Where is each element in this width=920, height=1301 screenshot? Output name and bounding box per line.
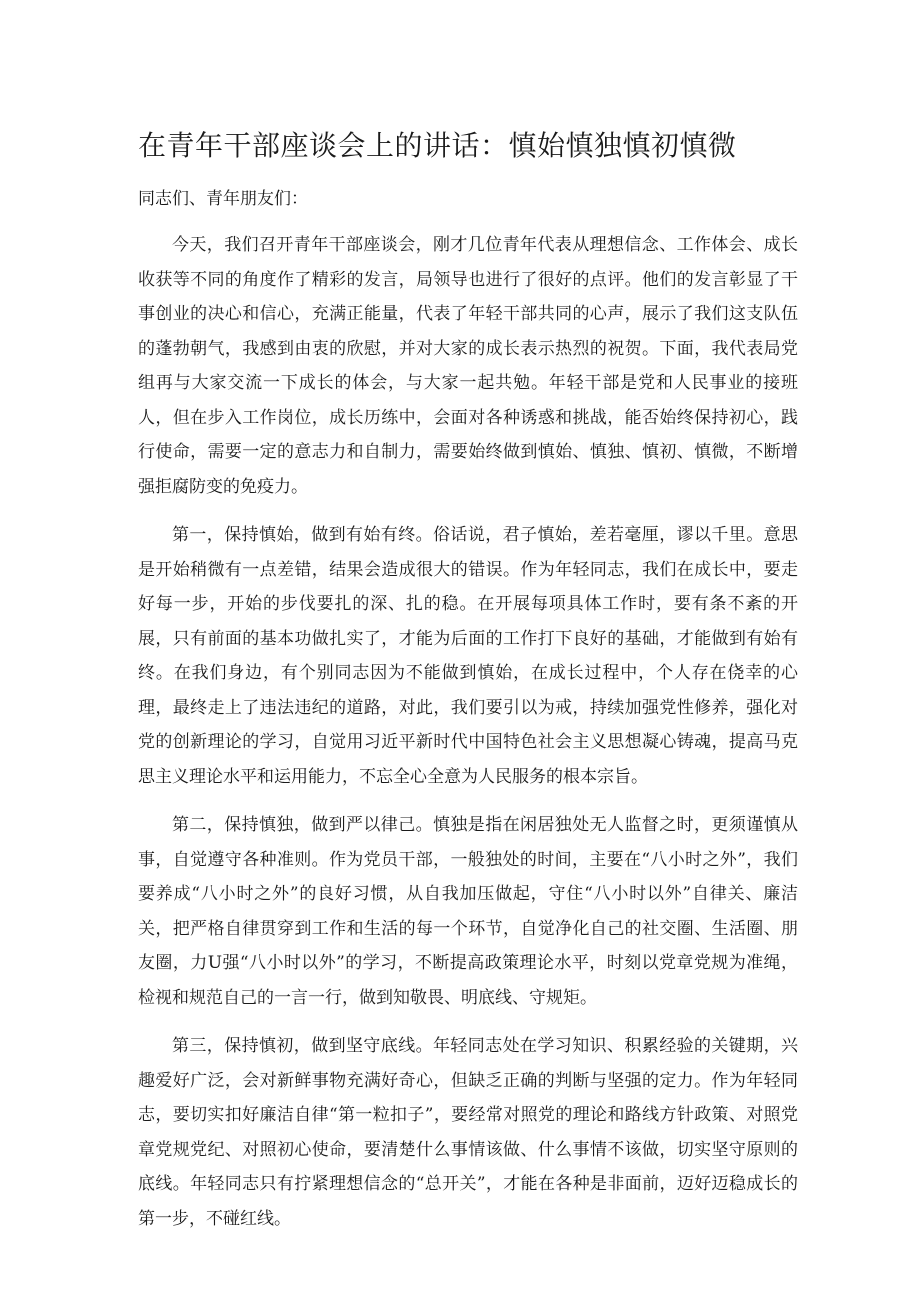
document-title: 在青年干部座谈会上的讲话：慎始慎独慎初慎微 <box>138 129 737 162</box>
paragraph-first-point: 第一，保持慎始，做到有始有终。俗话说，君子慎始，差若毫厘，谬以千里。意思是开始稍微有一点差错，结果会造成很大的错误。作为年轻同志，我们在成长中，要走好每一步，开始的步伐要扎的深、扎的稳。在开展每项具体工作时，要有条不紊的开展，只有前面的基本功做扎实了，才能为后面的工作打下良好的基础，才能做到有始有终。在我们身边，有个别同志因为不能做到慎始，在成长过程中，个人存在侥幸的心理，最终走上了违法违纪的道路，对此，我们要引以为戒，持续加强党性修养，强化对党的创新理论的学习，自觉用习近平新时代中国特色社会主义思想凝心铸魂，提高马克思主义理论水平和运用能力，不忘全心全意为人民服务的根本宗旨。 <box>138 525 798 787</box>
paragraph-third-point: 第三，保持慎初，做到坚守底线。年轻同志处在学习知识、积累经验的关键期，兴趣爱好广泛，会对新鲜事物充满好奇心，但缺乏正确的判断与坚强的定力。作为年轻同志，要切实扣好廉洁自律“第一粒扣子”，要经常对照党的理论和路线方针政策、对照党章党规党纪、对照初心使命，要清楚什么事情该做、什么事情不该做，切实坚守原则的底线。年轻同志只有拧紧理想信念的“总开关”，才能在各种是非面前，迈好迈稳成长的第一步，不碰红线。 <box>138 1036 798 1229</box>
salutation: 同志们、青年朋友们： <box>138 189 308 209</box>
paragraph-opening: 今天，我们召开青年干部座谈会，刚才几位青年代表从理想信念、工作体会、成长收获等不同的角度作了精彩的发言，局领导也进行了很好的点评。他们的发言彰显了干事创业的决心和信心，充满正能量，代表了年轻干部共同的心声，展示了我们这支队伍的蓬勃朝气，我感到由衷的欣慰，并对大家的成长表示热烈的祝贺。下面，我代表局党组再与大家交流一下成长的体会，与大家一起共勉。年轻干部是党和人民事业的接班人，但在步入工作岗位，成长历练中，会面对各种诱惑和挑战，能否始终保持初心，践行使命，需要一定的意志力和自制力，需要始终做到慎始、慎独、慎初、慎微，不断增强拒腐防变的免疫力。 <box>138 235 798 497</box>
paragraph-second-point: 第二，保持慎独，做到严以律己。慎独是指在闲居独处无人监督之时，更须谨慎从事，自觉遵守各种准则。作为党员干部，一般独处的时间，主要在“八小时之外”，我们要养成“八小时之外”的良好习惯，从自我加压做起，守住“八小时以外”自律关、廉洁关，把严格自律贯穿到工作和生活的每一个环节，自觉净化自己的社交圈、生活圈、朋友圈，力U强“八小时以外”的学习，不断提高政策理论水平，时刻以党章党规为准绳，检视和规范自己的一言一行，做到知敬畏、明底线、守规矩。 <box>138 815 798 1008</box>
document-page <box>138 118 798 1236</box>
